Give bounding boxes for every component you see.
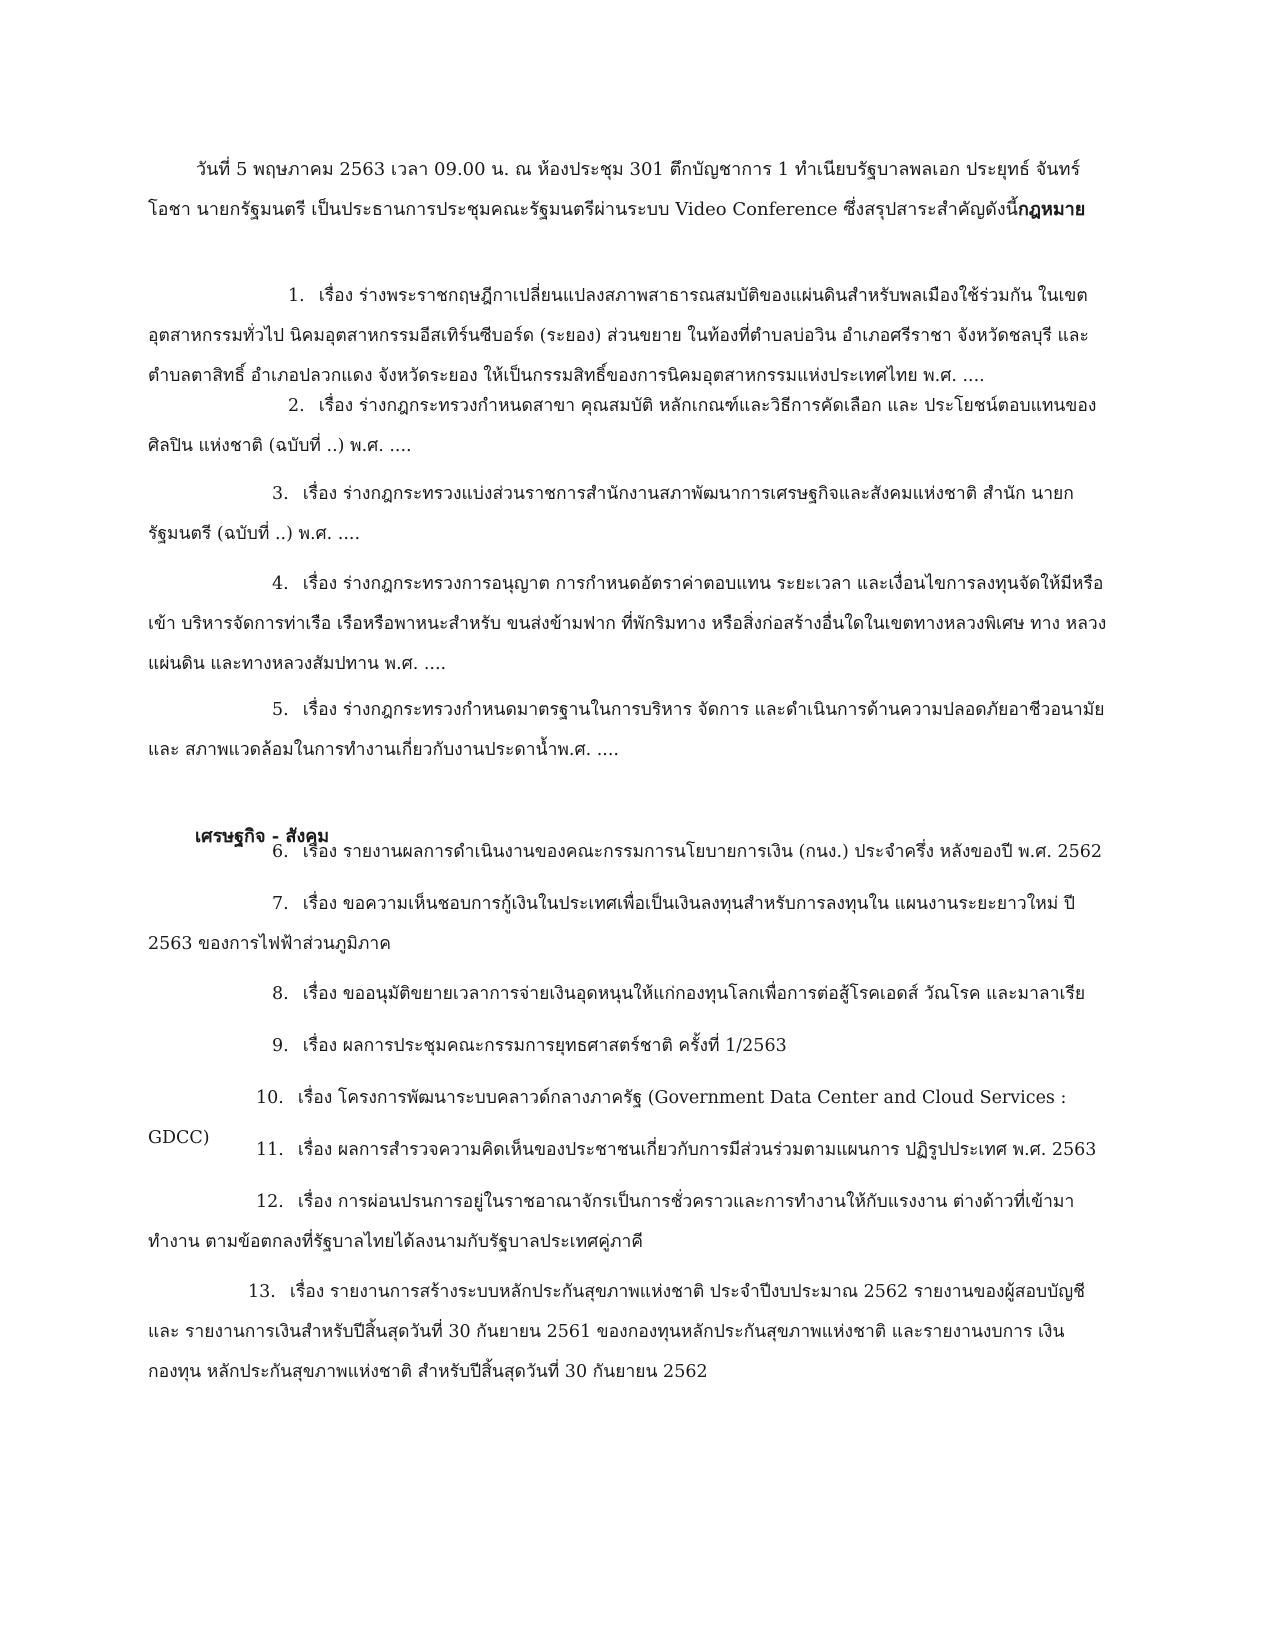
- agenda-item-12: [148, 1182, 1108, 1262]
- item-text: เรื่อง ผลการสำรวจความคิดเห็นของประชาชนเกี่ยวกับการมีส่วนร่วมตามแผนการ ปฏิรูปประเทศ พ.ศ. 2563: [297, 1140, 1097, 1160]
- intro-text: วันที่ 5 พฤษภาคม 2563 เวลา 09.00 น. ณ ห้องประชุม 301 ตึกบัญชาการ 1 ทำเนียบรัฐบาลพลเอก ประยุทธ์ จันทร์โอชา นายกรัฐมนตรี เป็นประธานการประชุมคณะรัฐมนตรีผ่านระบบ Video Conference ซึ่งสรุปสาระสำคัญดังนี้: [148, 159, 1081, 220]
- item-number: 4.: [272, 574, 289, 594]
- agenda-item-9: [148, 1026, 1108, 1066]
- item-number: 10.: [256, 1088, 284, 1108]
- item-number: 3.: [272, 484, 289, 504]
- item-text: เรื่อง ขออนุมัติขยายเวลาการจ่ายเงินอุดหนุนให้แก่กองทุนโลกเพื่อการต่อสู้โรคเอดส์ วัณโรค และมาลาเรีย: [302, 984, 1086, 1004]
- agenda-item-1: [148, 276, 1108, 396]
- item-number: 9.: [272, 1036, 289, 1056]
- item-text: เรื่อง รายงานผลการดำเนินงานของคณะกรรมการนโยบายการเงิน (กนง.) ประจำครึ่ง หลังของปี พ.ศ. 2562: [302, 842, 1102, 862]
- item-text: เรื่อง ผลการประชุมคณะกรรมการยุทธศาสตร์ชาติ ครั้งที่ 1/2563: [302, 1036, 787, 1056]
- item-text: เรื่อง โครงการพัฒนาระบบคลาวด์กลางภาครัฐ (Government Data Center and Cloud Services : GDCC): [148, 1088, 1067, 1148]
- item-number: 7.: [272, 894, 289, 914]
- item-text: เรื่อง รายงานการสร้างระบบหลักประกันสุขภาพแห่งชาติ ประจำปีงบประมาณ 2562 รายงานของผู้สอบบัญชีและ รายงานการเงินสำหรับปีสิ้นสุดวันที่ 30 กันยายน 2561 ของกองทุนหลักประกันสุขภาพแห่งชาติ และรายงานงบการ เงินกองทุน หลักประกันสุขภาพแห่งชาติ สำหรับปีสิ้นสุดวันที่ 30 กันยายน 2562: [148, 1282, 1085, 1382]
- agenda-item-7: [148, 884, 1108, 964]
- item-text: เรื่อง ร่างกฎกระทรวงกำหนดสาขา คุณสมบัติ หลักเกณฑ์และวิธีการคัดเลือก และ ประโยชน์ตอบแทนของศิลปิน แห่งชาติ (ฉบับที่ ..) พ.ศ. ....: [148, 396, 1097, 456]
- item-number: 6.: [272, 842, 289, 862]
- item-number: 11.: [256, 1140, 284, 1160]
- item-text: เรื่อง ร่างกฎกระทรวงการอนุญาต การกำหนดอัตราค่าตอบแทน ระยะเวลา และเงื่อนไขการลงทุนจัดให้มีหรือเข้า บริหารจัดการท่าเรือ เรือหรือพาหนะสำหรับ ขนส่งข้ามฟาก ที่พักริมทาง หรือสิ่งก่อสร้างอื่นใดในเขตทางหลวงพิเศษ ทาง หลวง แผ่นดิน และทางหลวงสัมปทาน พ.ศ. ....: [148, 574, 1107, 674]
- item-number: 5.: [272, 700, 289, 720]
- item-number: 2.: [288, 396, 305, 416]
- agenda-item-2: [148, 386, 1108, 466]
- agenda-item-4: [148, 564, 1108, 684]
- agenda-item-3: [148, 474, 1108, 554]
- intro-paragraph: [148, 150, 1108, 230]
- section-heading-law: กฎหมาย: [1017, 199, 1086, 220]
- item-number: 1.: [288, 286, 305, 306]
- item-text: เรื่อง ขอความเห็นชอบการกู้เงินในประเทศเพื่อเป็นเงินลงทุนสำหรับการลงทุนใน แผนงานระยะยาวใหม่ ปี 2563 ของการไฟฟ้าส่วนภูมิภาค: [148, 894, 1076, 954]
- item-text: เรื่อง การผ่อนปรนการอยู่ในราชอาณาจักรเป็นการชั่วคราวและการทำงานให้กับแรงงาน ต่างด้าวที่เข้ามาทำงาน ตามข้อตกลงที่รัฐบาลไทยได้ลงนามกับรัฐบาลประเทศคู่ภาคี: [148, 1192, 1075, 1252]
- item-number: 12.: [256, 1192, 284, 1212]
- item-text: เรื่อง ร่างพระราชกฤษฎีกาเปลี่ยนแปลงสภาพสาธารณสมบัติของแผ่นดินสำหรับพลเมืองใช้ร่วมกัน ในเขต อุตสาหกรรมทั่วไป นิคมอุตสาหกรรมอีสเทิร์นซีบอร์ด (ระยอง) ส่วนขยาย ในท้องที่ตำบลบ่อวิน อำเภอศรีราชา จังหวัดชลบุรี และ ตำบลตาสิทธิ์ อำเภอปลวกแดง จังหวัดระยอง ให้เป็นกรรมสิทธิ์ของการนิคมอุตสาหกรรมแห่งประเทศไทย พ.ศ. ....: [148, 286, 1089, 386]
- item-text: เรื่อง ร่างกฎกระทรวงกำหนดมาตรฐานในการบริหาร จัดการ และดำเนินการด้านความปลอดภัยอาชีวอนามัย และ สภาพแวดล้อมในการทำงานเกี่ยวกับงานประดาน้ำพ.ศ. ....: [148, 700, 1105, 760]
- agenda-item-5: [148, 690, 1108, 770]
- item-number: 8.: [272, 984, 289, 1004]
- section-heading-economy-society: เศรษฐกิจ - สังคม: [195, 826, 330, 847]
- item-text: เรื่อง ร่างกฎกระทรวงแบ่งส่วนราชการสำนักงานสภาพัฒนาการเศรษฐกิจและสังคมแห่งชาติ สำนัก นายกรัฐมนตรี (ฉบับที่ ..) พ.ศ. ....: [148, 484, 1074, 544]
- item-number: 13.: [248, 1282, 276, 1302]
- agenda-item-11: [148, 1130, 1108, 1170]
- agenda-item-6: [148, 832, 1108, 872]
- agenda-item-8: [148, 974, 1108, 1014]
- agenda-item-13: [148, 1272, 1108, 1392]
